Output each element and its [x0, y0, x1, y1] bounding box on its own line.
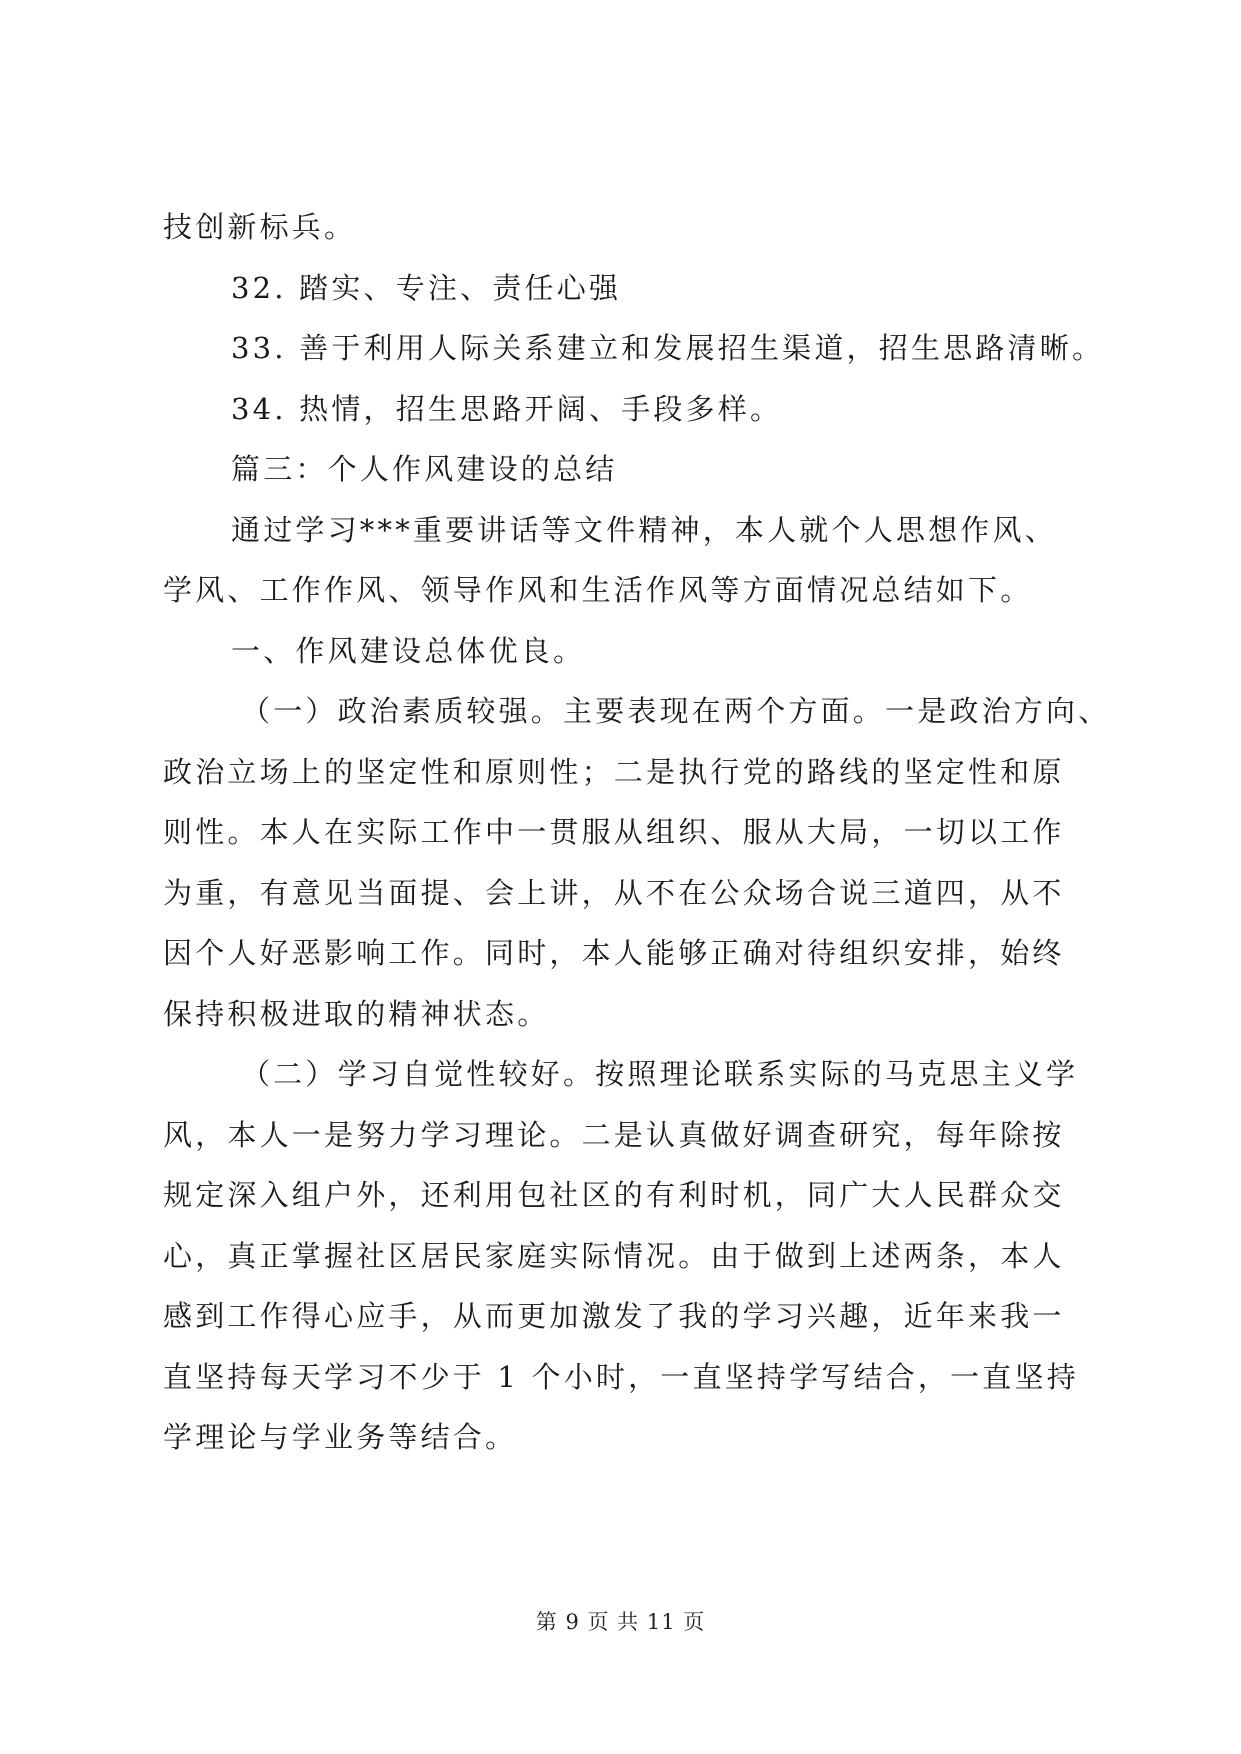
body-text	[163, 197, 1111, 1468]
text-line: 学风、工作作风、领导作风和生活作风等方面情况总结如下。	[163, 573, 1033, 607]
text-line: 34. 热情，招生思路开阔、手段多样。	[231, 391, 783, 426]
text-line: 政治立场上的坚定性和原则性；二是执行党的路线的坚定性和原	[163, 754, 1065, 789]
text-line: 学理论与学业务等结合。	[163, 1420, 518, 1454]
text-line: 直坚持每天学习不少于 1 个小时，一直坚持学写结合，一直坚持	[163, 1359, 1079, 1394]
text-line: 感到工作得心应手，从而更加激发了我的学习兴趣，近年来我一	[163, 1299, 1065, 1333]
text-line: 保持积极进取的精神状态。	[163, 996, 550, 1031]
text-line: 33. 善于利用人际关系建立和发展招生渠道，招生思路清晰。	[231, 331, 1105, 365]
text-line: （一）政治素质较强。主要表现在两个方面。一是政治方向、	[241, 694, 1111, 728]
text-line: 风，本人一是努力学习理论。二是认真做好调查研究，每年除按	[163, 1117, 1065, 1152]
subsection-heading: 一、作风建设总体优良。	[231, 633, 586, 668]
page-number-footer: 第 9 页 共 11 页	[535, 1610, 706, 1634]
text-line: 则性。本人在实际工作中一贯服从组织、服从大局，一切以工作	[163, 815, 1065, 849]
text-line: 因个人好恶影响工作。同时，本人能够正确对待组织安排，始终	[163, 936, 1065, 970]
text-line: 规定深入组户外，还利用包社区的有利时机，同广大人民群众交	[163, 1178, 1065, 1212]
text-line: 技创新标兵。	[163, 210, 357, 244]
section-heading: 篇三：个人作风建设的总结	[231, 452, 618, 486]
text-line: （二）学习自觉性较好。按照理论联系实际的马克思主义学	[241, 1057, 1079, 1091]
text-line: 心，真正掌握社区居民家庭实际情况。由于做到上述两条，本人	[163, 1238, 1065, 1273]
text-line: 通过学习***重要讲话等文件精神，本人就个人思想作风、	[231, 512, 1057, 547]
text-line: 32. 踏实、专注、责任心强	[231, 270, 622, 305]
text-line: 为重，有意见当面提、会上讲，从不在公众场合说三道四，从不	[163, 875, 1065, 910]
